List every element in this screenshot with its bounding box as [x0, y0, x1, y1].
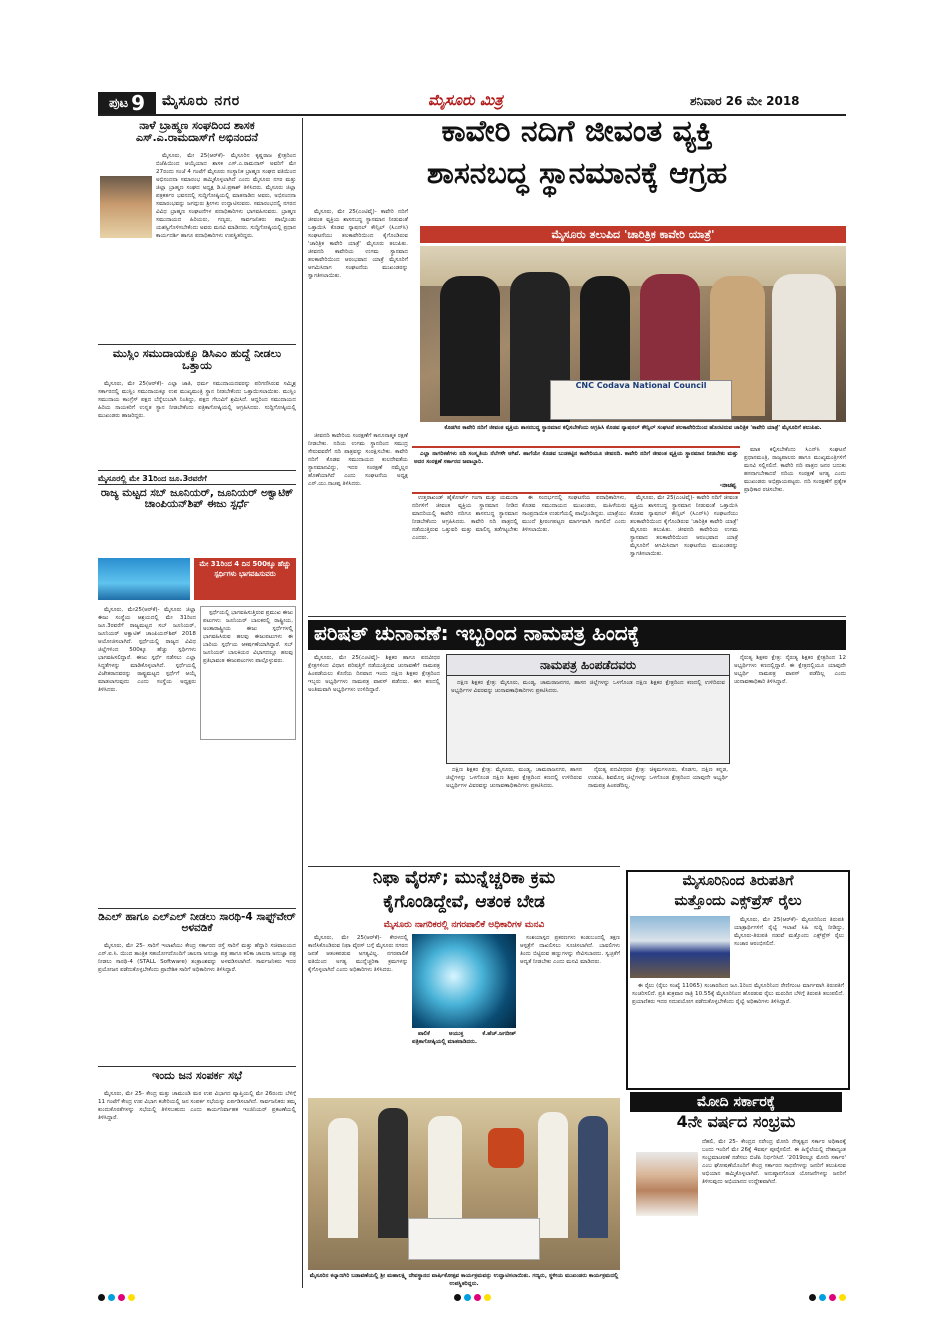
parishat-title-text: ಪರಿಷತ್ ಚುನಾವಣೆ: ಇಬ್ಬರಿಂದ ನಾಮಪತ್ರ ಹಿಂದಕ್ಕೆ — [314, 621, 640, 645]
lead-col4 — [522, 494, 626, 612]
story-sarathi-body — [98, 942, 296, 1062]
nipah-col2 — [520, 934, 620, 1092]
page-label: ಪುಟ — [109, 95, 129, 111]
virus-image — [412, 934, 516, 1028]
nipah-col1-text: ಮೈಸೂರು, ಮೇ 25(ಆರ್‌ಕೆ)- ಕೇರಳದಲ್ಲಿ ಕಾಣಿಸಿಕೊಂಡಿರುವ ನಿಫಾ ವೈರಸ್ ಬಗ್ಗೆ ಮೈಸೂರು ನಗರದ ಜನತೆ ಆತಂಕಪಡುವ ಅಗತ್ಯವಿಲ್ಲ. ನಗರಪಾಲಿಕೆ ವತಿಯಿಂದ ಅಗತ್ಯ ಮುನ್ನೆಚ್ಚರಿಕಾ ಕ್ರಮಗಳನ್ನು ಕೈಗೊಳ್ಳಲಾಗಿದೆ ಎಂದು ಅಧಿಕಾರಿಗಳು ತಿಳಿಸಿದರು. — [308, 935, 408, 973]
parishat-inset-text — [451, 679, 725, 759]
nipah-col2-text: ಸಂಶಯಾಸ್ಪದ ಪ್ರಕರಣಗಳು ಕಂಡುಬಂದಲ್ಲಿ ತಕ್ಷಣ ಆಸ್ಪತ್ರೆಗೆ ದಾಖಲಿಸಲು ಸೂಚಿಸಲಾಗಿದೆ. ಬಾವಲಿಗಳು ತಿಂದು ಬಿಟ್ಟಿರುವ ಹಣ್ಣುಗಳನ್ನು ಸೇವಿಸಬಾರದು. ಸ್ವಚ್ಛತೆಗೆ ಆದ್ಯತೆ ನೀಡಬೇಕು ಎಂದು ಮನವಿ ಮಾಡಿದರು. — [520, 935, 620, 965]
swim-kicker: ಮೈಸೂರಲ್ಲಿ ಮೇ 31ರಿಂದ ಜೂ.3ರವರೆಗೆ — [98, 474, 296, 485]
story-muslim-dcm-title: ಮುಸ್ಲಿಂ ಸಮುದಾಯಕ್ಕೂ ಡಿಸಿಎಂ ಹುದ್ದೆ ನೀಡಲು ಒತ್ತಾಯ — [112, 348, 282, 372]
cnc-banner-text: CNC Codava National Council — [575, 381, 707, 390]
column-divider — [302, 118, 303, 1288]
lead-col3-text: ಉತ್ತರಾಖಂಡ್ ಹೈಕೋರ್ಟ್ ಗಂಗಾ ಮತ್ತು ಯಮುನಾ ನದಿಗಳಿಗೆ ಜೀವಂತ ವ್ಯಕ್ತಿಯ ಸ್ಥಾನಮಾನ ನೀಡಿದ ಮಾದರಿಯಲ್ಲಿ ಕಾವೇರಿ ನದಿಗೂ ಶಾಸನಬದ್ಧ ಸ್ಥಾನಮಾನ ನೀಡಬೇಕೆಂದು ಆಗ್ರಹಿಸಿದರು. ಕಾವೇರಿ ನದಿ ಪಾತ್ರದಲ್ಲಿ ನಡೆಯುತ್ತಿರುವ ಒತ್ತುವರಿ ಮತ್ತು ಮಾಲಿನ್ಯ ತಡೆಗಟ್ಟಬೇಕು ಎಂದರು. — [412, 495, 518, 541]
parishat-col1-text: ಮೈಸೂರು, ಮೇ 25(ಎಂಟಿವೈ)- ಶಿಕ್ಷಕರ ಹಾಗೂ ಪದವೀಧರ ಕ್ಷೇತ್ರಗಳಿಂದ ವಿಧಾನ ಪರಿಷತ್ತಿಗೆ ನಡೆಯುತ್ತಿರುವ ಚುನಾವಣೆಗೆ ನಾಮಪತ್ರ ಹಿಂಪಡೆಯಲು ಕೊನೆಯ ದಿನವಾದ ಇಂದು ದಕ್ಷಿಣ ಶಿಕ್ಷಕರ ಕ್ಷೇತ್ರದಿಂದ ಇಬ್ಬರು ಅಭ್ಯರ್ಥಿಗಳು ನಾಮಪತ್ರ ವಾಪಸ್ ಪಡೆದರು. ಈಗ ಕಣದಲ್ಲಿ ಅಂತಿಮವಾಗಿ ಅಭ್ಯರ್ಥಿಗಳು ಉಳಿದಿದ್ದಾರೆ. — [308, 655, 440, 693]
lead-col2 — [308, 432, 408, 612]
divider — [98, 1066, 296, 1067]
parishat-band — [308, 620, 846, 650]
nipah-title-line1: ನಿಫಾ ವೈರಸ್; ಮುನ್ನೆಚ್ಚರಿಕಾ ಕ್ರಮ — [372, 868, 556, 888]
parishat-inset-box — [446, 654, 730, 764]
swim-sidebar-text: ಸ್ಪರ್ಧೆಯಲ್ಲಿ ಭಾಗವಹಿಸುತ್ತಿರುವ ಪ್ರಮುಖ ಈಜು ಪಟುಗಳು: ಜೂನಿಯರ್ ಬಾಲಕರಲ್ಲಿ ರಾಷ್ಟ್ರೀಯ, ಅಂತಾರಾಷ್ಟ್ರೀಯ ಈಜು ಸ್ಪರ್ಧೆಗಳಲ್ಲಿ ಭಾಗವಹಿಸಿರುವ ಹಲವು ಈಜುಪಟುಗಳು ಈ ಬಾರಿಯ ಸ್ಪರ್ಧೆಯ ಆಕರ್ಷಣೆಯಾಗಿದ್ದಾರೆ. ಸಬ್ ಜೂನಿಯರ್ ಬಾಲಕಿಯರ ವಿಭಾಗದಲ್ಲೂ ಹಲವು ಪ್ರತಿಭಾವಂತ ಈಜುಪಟುಗಳು ಪಾಲ್ಗೊಳ್ಳುವರು. — [203, 610, 293, 664]
page-number-badge — [98, 92, 156, 114]
registration-dots-right — [809, 1294, 846, 1302]
parishat-col4-text: ನೈರುತ್ಯ ಶಿಕ್ಷಕರ ಕ್ಷೇತ್ರ: ನೈರುತ್ಯ ಶಿಕ್ಷಕರ ಕ್ಷೇತ್ರದಿಂದ 12 ಅಭ್ಯರ್ಥಿಗಳು ಕಣದಲ್ಲಿದ್ದಾರೆ. ಈ ಕ್ಷೇತ್ರದಲ್ಲಿಯೂ ಯಾವುದೇ ಅಭ್ಯರ್ಥಿ ನಾಮಪತ್ರ ವಾಪಸ್ ಪಡೆದಿಲ್ಲ ಎಂದು ಚುನಾವಣಾಧಿಕಾರಿ ತಿಳಿಸಿದ್ದಾರೆ. — [734, 655, 846, 685]
cnc-banner — [550, 380, 732, 420]
nipah-photo-caption-text: ಪಾಲಿಕೆ ಆಯುಕ್ತ ಕೆ.ಹೆಚ್.ಜಗದೀಶ್ ಪತ್ರಿಕಾಗೋಷ್ಠಿಯಲ್ಲಿ ಮಾತನಾಡಿದರು. — [412, 1031, 516, 1045]
lead-quote — [414, 450, 738, 480]
lead-col4b — [630, 494, 738, 612]
temple-event-caption-text: ಮೈಸೂರಿನ ಕಲ್ಯಾಣಗಿರಿ ಬಡಾವಣೆಯಲ್ಲಿ ಶ್ರೀ ಮಹಾಲಕ್ಷ್ಮಿ ದೇವಸ್ಥಾನದ ವಾರ್ಷಿಕೋತ್ಸವ ಕಾರ್ಯಕ್ರಮವನ್ನು ಉದ್ಘಾಟಿಸಲಾಯಿತು. ಗಣ್ಯರು, ಸ್ಥಳೀಯ ಮುಖಂಡರು ಕಾರ್ಯಕ್ರಮದಲ್ಲಿ ಉಪಸ್ಥಿತರಿದ್ದರು. — [309, 1273, 619, 1287]
train-body-1 — [734, 916, 844, 978]
train-body-2 — [632, 982, 844, 1084]
modi-body-text: ದೆಹಲಿ, ಮೇ 25- ಕೇಂದ್ರದ ನರೇಂದ್ರ ಮೋದಿ ನೇತೃತ್ವದ ಸರ್ಕಾರ ಅಧಿಕಾರಕ್ಕೆ ಬಂದು ಇಂದಿಗೆ ಮೇ 26ಕ್ಕೆ 4ವರ್ಷ ಪೂರೈಸಲಿದೆ. ಈ ಹಿನ್ನೆಲೆಯಲ್ಲಿ ದೇಶಾದ್ಯಂತ ಸಂಭ್ರಮಾಚರಣೆ ನಡೆಸಲು ಬಿಜೆಪಿ ನಿರ್ಧರಿಸಿದೆ. '2019ರಲ್ಲೂ ಮೋದಿ ಸರ್ಕಾರ' ಎಂಬ ಘೋಷಣೆಯೊಂದಿಗೆ ಕೇಂದ್ರ ಸರ್ಕಾರದ ಸಾಧನೆಗಳನ್ನು ಜನರಿಗೆ ತಲುಪಿಸುವ ಅಭಿಯಾನ ಹಮ್ಮಿಕೊಳ್ಳಲಾಗಿದೆ. ಅನುಷ್ಠಾನಗೊಂಡ ಯೋಜನೆಗಳನ್ನು ಜನರಿಗೆ ತಿಳಿಸುವುದು ಅಭಿಯಾನದ ಉದ್ದೇಶವಾಗಿದೆ. — [702, 1139, 846, 1185]
parishat-subtitle: ನಾಮಪತ್ರ ಹಿಂಪಡೆದವರು — [447, 655, 729, 676]
swimmer-photo — [98, 558, 190, 600]
page-number: 9 — [131, 91, 145, 115]
ramdas-photo — [100, 176, 152, 238]
parishat-col3 — [588, 766, 728, 850]
story-muslim-dcm-text: ಮೈಸೂರು, ಮೇ 25(ಆರ್‌ಕೆ)- ಎಲ್ಲಾ ಜಾತಿ, ಧರ್ಮ ಸಮುದಾಯದವರನ್ನು ಪರಿಗಣಿಸಿರುವ ಸಮ್ಮಿಶ್ರ ಸರ್ಕಾರದಲ್ಲಿ ಮುಸ್ಲಿಂ ಸಮುದಾಯಕ್ಕೂ ಉಪ ಮುಖ್ಯಮಂತ್ರಿ ಸ್ಥಾನ ನೀಡಬೇಕೆಂದು ಒತ್ತಾಯಿಸಲಾಯಿತು. ಮುಸ್ಲಿಂ ಸಮುದಾಯ ಕಾಂಗ್ರೆಸ್ ಪಕ್ಷದ ಬೆನ್ನೆಲುಬಾಗಿ ನಿಂತಿದ್ದು, ಪಕ್ಷದ ಗೆಲುವಿಗೆ ಶ್ರಮಿಸಿದೆ. ಆದ್ದರಿಂದ ಸಮುದಾಯದ ಹಿರಿಯ ನಾಯಕರಿಗೆ ಉನ್ನತ ಸ್ಥಾನ ನೀಡಬೇಕೆಂದು ಪತ್ರಿಕಾಗೋಷ್ಠಿಯಲ್ಲಿ ಆಗ್ರಹಿಸಿದರು. ಸುದ್ದಿಗೋಷ್ಠಿಯಲ್ಲಿ ಮುಖಂಡರು ಹಾಜರಿದ್ದರು. — [98, 381, 296, 419]
lead-quote-author: -ನಾಚಪ್ಪ — [719, 482, 736, 489]
lead-col4-text: ಈ ಸಂದರ್ಭದಲ್ಲಿ ಸಂಘಟನೆಯ ಪದಾಧಿಕಾರಿಗಳು, ಕೊಡವ ಸಮುದಾಯದ ಮುಖಂಡರು, ಮಹಿಳೆಯರು ಸಾಂಪ್ರದಾಯಿಕ ಉಡುಗೆಯಲ್ಲಿ ಪಾಲ್ಗೊಂಡಿದ್ದರು. ಯಾತ್ರೆಯು ಮುಂದೆ ಶ್ರೀರಂಗಪಟ್ಟಣ ಮಾರ್ಗವಾಗಿ ಸಾಗಲಿದೆ ಎಂದು ತಿಳಿಸಲಾಯಿತು. — [522, 495, 626, 533]
nipah-col1 — [308, 934, 408, 1092]
modi-body — [630, 1138, 846, 1288]
temple-event-photo — [308, 1098, 620, 1270]
lead-col5 — [744, 446, 846, 612]
temple-event-caption — [308, 1272, 620, 1290]
lead-title-line1: ಕಾವೇರಿ ನದಿಗೆ ಜೀವಂತ ವ್ಯಕ್ತಿ — [441, 114, 713, 149]
divider — [98, 470, 296, 471]
registration-dots-center — [454, 1294, 491, 1302]
paper-logo: ಮೈಸೂರು ಮಿತ್ರ — [428, 91, 503, 109]
train-body-2-text: ಈ ರೈಲು (ರೈಲು ಸಂಖ್ಯೆ 11065) ಸಂಚಾರದಿಂದ ಜೂ.1ರಿಂದ ಮೈಸೂರಿನಿಂದ ರೇಣಿಗುಂಟ ಮಾರ್ಗವಾಗಿ ತಿರುಪತಿಗೆ ಸಂಚರಿಸಲಿದೆ. ಪ್ರತಿ ಶುಕ್ರವಾರ ರಾತ್ರಿ 10.55ಕ್ಕೆ ಮೈಸೂರಿನಿಂದ ಹೊರಡುವ ರೈಲು ಮರುದಿನ ಬೆಳಿಗ್ಗೆ ತಿರುಪತಿ ತಲುಪಲಿದೆ. ಪ್ರಯಾಣಿಕರು ಇದರ ಸದುಪಯೋಗ ಪಡೆದುಕೊಳ್ಳಬೇಕೆಂದು ರೈಲ್ವೆ ಅಧಿಕಾರಿಗಳು ತಿಳಿಸಿದ್ದಾರೆ. — [632, 983, 844, 1005]
lead-title-line2: ಶಾಸನಬದ್ಧ ಸ್ಥಾನಮಾನಕ್ಕೆ ಆಗ್ರಹ — [426, 156, 728, 191]
lead-col1 — [308, 208, 408, 426]
divider — [98, 908, 296, 909]
story-swim-title: ರಾಜ್ಯ ಮಟ್ಟದ ಸಬ್ ಜೂನಿಯರ್, ಜೂನಿಯರ್ ಅಕ್ವಾಟಿಕ್ ಚಾಂಪಿಯನ್‌ಶಿಪ್ ಈಜು ಸ್ಪರ್ಧೆ — [100, 488, 294, 511]
story-sarathi-title: ಡಿಎಲ್ ಹಾಗೂ ಎಲ್‌ಎಲ್ ನೀಡಲು ಸಾರಥಿ-4 ಸಾಫ್ಟ್‌ವೇರ್ ಅಳವಡಿಕೆ — [98, 912, 296, 935]
parishat-col3-text: ನೈರುತ್ಯ ಪದವೀಧರರ ಕ್ಷೇತ್ರ: ಚಿಕ್ಕಮಗಳೂರು, ಕೊಡಗು, ದಕ್ಷಿಣ ಕನ್ನಡ, ಉಡುಪಿ, ಶಿವಮೊಗ್ಗ ಜಿಲ್ಲೆಗಳನ್ನು ಒಳಗೊಂಡ ಕ್ಷೇತ್ರದಿಂದ ಯಾವುದೇ ಅಭ್ಯರ್ಥಿ ನಾಮಪತ್ರ ಹಿಂಪಡೆದಿಲ್ಲ. — [588, 767, 728, 789]
story-brahmin-title: ನಾಳೆ ಬ್ರಾಹ್ಮಣ ಸಂಘದಿಂದ ಶಾಸಕ ಎಸ್.ಎ.ರಾಮದಾಸ್‌ಗೆ ಅಭಿನಂದನೆ — [136, 120, 258, 144]
train-photo — [630, 916, 730, 978]
parishat-col4 — [734, 654, 846, 850]
lead-subhead-band: ಮೈಸೂರು ತಲುಪಿದ 'ಚಾರಿತ್ರಿಕ ಕಾವೇರಿ ಯಾತ್ರೆ' — [420, 226, 846, 243]
train-title-line1: ಮೈಸೂರಿನಿಂದ ತಿರುಪತಿಗೆ — [682, 873, 794, 889]
lead-quote-box — [412, 446, 740, 494]
modi-title-line2: 4ನೇ ವರ್ಷದ ಸಂಭ್ರಮ — [676, 1112, 796, 1131]
nipah-subtitle: ಮೈಸೂರು ನಾಗರಿಕರಲ್ಲಿ ನಗರಪಾಲಿಕೆ ಅಧಿಕಾರಿಗಳ ಮನವಿ — [383, 920, 545, 930]
story-brahmin-text: ಮೈಸೂರು, ಮೇ 25(ಆರ್‌ಕೆ)- ಮೈಸೂರಿನ ಕೃಷ್ಣರಾಜ ಕ್ಷೇತ್ರದಿಂದ ಬಿಜೆಪಿಯಿಂದ ಆಯ್ಕೆಯಾದ ಶಾಸಕ ಎಸ್.ಎ.ರಾಮದಾಸ್ ಅವರಿಗೆ ಮೇ 27ರಂದು ಸಂಜೆ 4 ಗಂಟೆಗೆ ಮೈಸೂರು ಸಂಸ್ಥಾನಿಕ ಬ್ರಾಹ್ಮಣ ಸಂಘದ ವತಿಯಿಂದ ಅಭಿನಂದನಾ ಸಮಾರಂಭ ಹಮ್ಮಿಕೊಳ್ಳಲಾಗಿದೆ ಎಂದು ಮೈಸೂರು ನಗರ ಮತ್ತು ಜಿಲ್ಲಾ ಬ್ರಾಹ್ಮಣ ಸಂಘದ ಅಧ್ಯಕ್ಷ ಡಿ.ಟಿ.ಪ್ರಕಾಶ್ ತಿಳಿಸಿದರು. ಮೈಸೂರು ಜಿಲ್ಲಾ ಪತ್ರಕರ್ತರ ಭವನದಲ್ಲಿ ಸುದ್ದಿಗೋಷ್ಠಿಯಲ್ಲಿ ಮಾತನಾಡಿದ ಅವರು, ಅಭಿನಂದನಾ ಸಮಾರಂಭವನ್ನು ಜಗದ್ಗುರು ಶ್ರೀಗಳು ಉದ್ಘಾಟಿಸುವರು. ಸಮಾರಂಭದಲ್ಲಿ ನಗರದ ವಿವಿಧ ಬ್ರಾಹ್ಮಣ ಸಂಘಟನೆಗಳ ಪದಾಧಿಕಾರಿಗಳು ಭಾಗವಹಿಸುವರು. ಬ್ರಾಹ್ಮಣ ಸಮುದಾಯದ ಹಿರಿಯರು, ಗಣ್ಯರು, ಸಾರ್ವಜನಿಕರು ಪಾಲ್ಗೊಂಡು ಯಶಸ್ವಿಗೊಳಿಸಬೇಕೆಂದು ಅವರು ಮನವಿ ಮಾಡಿದರು. ಸುದ್ದಿಗೋಷ್ಠಿಯಲ್ಲಿ ಪ್ರಧಾನ ಕಾರ್ಯದರ್ಶಿ ಹಾಗೂ ಪದಾಧಿಕಾರಿಗಳು ಉಪಸ್ಥಿತರಿದ್ದರು. — [156, 153, 296, 239]
parishat-col2-text: ದಕ್ಷಿಣ ಶಿಕ್ಷಕರ ಕ್ಷೇತ್ರ: ಮೈಸೂರು, ಮಂಡ್ಯ, ಚಾಮರಾಜನಗರ, ಹಾಸನ ಜಿಲ್ಲೆಗಳನ್ನು ಒಳಗೊಂಡ ದಕ್ಷಿಣ ಶಿಕ್ಷಕರ ಕ್ಷೇತ್ರದಿಂದ ಕಣದಲ್ಲಿ ಉಳಿದಿರುವ ಅಭ್ಯರ್ಥಿಗಳ ವಿವರವನ್ನು ಚುನಾವಣಾಧಿಕಾರಿಗಳು ಪ್ರಕಟಿಸಿದರು. — [446, 767, 582, 789]
parishat-title — [314, 623, 840, 644]
lead-col5-text: ಮಾತ ಕಲ್ಪಿಸಬೇಕೆಂದು ಸಿಎನ್‌ಸಿ ಸಂಘಟನೆ ಪ್ರಧಾನಮಂತ್ರಿ, ರಾಜ್ಯಪಾಲರು ಹಾಗೂ ಮುಖ್ಯಮಂತ್ರಿಗಳಿಗೆ ಮನವಿ ಸಲ್ಲಿಸಲಿದೆ. ಕಾವೇರಿ ನದಿ ಪಾತ್ರದ ಜನರ ಬದುಕು ಹಸನಾಗಬೇಕಾದರೆ ನದಿಯ ಸಂರಕ್ಷಣೆ ಅಗತ್ಯ ಎಂದು ಮುಖಂಡರು ಅಭಿಪ್ರಾಯಪಟ್ಟರು. ನದಿ ಸಂರಕ್ಷಣೆಗೆ ಪ್ರತ್ಯೇಕ ಪ್ರಾಧಿಕಾರ ರಚಿಸಬೇಕು. — [744, 447, 846, 493]
story-brahmin-body — [156, 152, 296, 368]
print-registration-marks — [98, 1294, 846, 1302]
modi-title-line1: ಮೋದಿ ಸರ್ಕಾರಕ್ಕೆ — [630, 1092, 842, 1112]
lead-photo-caption-text: ಕೊಡಗಿನ ಕಾವೇರಿ ನದಿಗೆ ಜೀವಂತ ವ್ಯಕ್ತಿಯ ಶಾಸನಬದ್ಧ ಸ್ಥಾನಮಾನ ಕಲ್ಪಿಸಬೇಕೆಂದು ಆಗ್ರಹಿಸಿ ಕೊಡವ ನ್ಯಾಷನಲ್ ಕೌನ್ಸಿಲ್ ಸಂಘಟನೆ ತಲಕಾವೇರಿಯಿಂದ ಹೊರಟಿರುವ ಚಾರಿತ್ರಿಕ 'ಕಾವೇರಿ ಯಾತ್ರೆ' ಮೈಸೂರಿಗೆ ತಲುಪಿತು. — [444, 425, 822, 431]
lead-quote-text: ಎಲ್ಲಾ ನಾಗರಿಕತೆಗಳು ನದಿ ಸಂಸ್ಕೃತಿಯ ನೆಲೆಗಳೇ ಆಗಿವೆ. ಹಾಗೆಯೇ ಕೊಡವ ಬುಡಕಟ್ಟಿನ ಕಾವೇರಿಯೂ ಜೀವನದಿ. ಕಾವೇರಿ ನದಿಗೆ ಜೀವಂತ ವ್ಯಕ್ತಿಯ ಸ್ಥಾನಮಾನ ನೀಡಬೇಕು ಮತ್ತು ಅದರ ಸಂರಕ್ಷಣೆ ಸರ್ಕಾರದ ಜವಾಬ್ದಾರಿ. — [414, 451, 738, 465]
parishat-col2 — [446, 766, 582, 850]
parishat-col1 — [308, 654, 440, 850]
cnc-group-photo — [420, 246, 846, 422]
section-title: ಮೈಸೂರು ನಗರ — [162, 93, 241, 109]
lead-photo-caption — [420, 424, 846, 442]
left-column — [98, 118, 296, 1288]
story-swim-body — [98, 606, 196, 904]
train-title-line2: ಮತ್ತೊಂದು ಎಕ್ಸ್‌ಪ್ರೆಸ್ ರೈಲು — [674, 893, 802, 909]
lead-col4b-text: ಮೈಸೂರು, ಮೇ 25(ಎಂಟಿವೈ)- ಕಾವೇರಿ ನದಿಗೆ ಜೀವಂತ ವ್ಯಕ್ತಿಯ ಶಾಸನಬದ್ಧ ಸ್ಥಾನಮಾನ ನೀಡುವಂತೆ ಒತ್ತಾಯಿಸಿ ಕೊಡವ ನ್ಯಾಷನಲ್ ಕೌನ್ಸಿಲ್ (ಸಿಎನ್‌ಸಿ) ಸಂಘಟನೆಯು ತಲಕಾವೇರಿಯಿಂದ ಕೈಗೊಂಡಿರುವ 'ಚಾರಿತ್ರಿಕ ಕಾವೇರಿ ಯಾತ್ರೆ' ಮೈಸೂರು ತಲುಪಿತು. ಜೀವನದಿ ಕಾವೇರಿಯ ಉಗಮ ಸ್ಥಾನವಾದ ತಲಕಾವೇರಿಯಿಂದ ಆರಂಭವಾದ ಯಾತ್ರೆ ಮೈಸೂರಿಗೆ ಆಗಮಿಸಿದಾಗ ಸಂಘಟನೆಯ ಮುಖಂಡರನ್ನು ಸ್ವಾಗತಿಸಲಾಯಿತು. — [630, 495, 738, 557]
divider — [98, 344, 296, 345]
lead-col1-text: ಮೈಸೂರು, ಮೇ 25(ಎಂಟಿವೈ)- ಕಾವೇರಿ ನದಿಗೆ ಜೀವಂತ ವ್ಯಕ್ತಿಯ ಶಾಸನಬದ್ಧ ಸ್ಥಾನಮಾನ ನೀಡುವಂತೆ ಒತ್ತಾಯಿಸಿ ಕೊಡವ ನ್ಯಾಷನಲ್ ಕೌನ್ಸಿಲ್ (ಸಿಎನ್‌ಸಿ) ಸಂಘಟನೆಯು ತಲಕಾವೇರಿಯಿಂದ ಕೈಗೊಂಡಿರುವ 'ಚಾರಿತ್ರಿಕ ಕಾವೇರಿ ಯಾತ್ರೆ' ಮೈಸೂರು ತಲುಪಿತು. ಜೀವನದಿ ಕಾವೇರಿಯ ಉಗಮ ಸ್ಥಾನವಾದ ತಲಕಾವೇರಿಯಿಂದ ಆರಂಭವಾದ ಯಾತ್ರೆ ಮೈಸೂರಿಗೆ ಆಗಮಿಸಿದಾಗ ಸಂಘಟನೆಯ ಮುಖಂಡರನ್ನು ಸ್ವಾಗತಿಸಲಾಯಿತು. — [308, 209, 408, 279]
story-swim-text: ಮೈಸೂರು, ಮೇ25(ಆರ್‌ಕೆ)- ಮೈಸೂರು ಜಿಲ್ಲಾ ಈಜು ಸಂಸ್ಥೆಯ ಆಶ್ರಯದಲ್ಲಿ ಮೇ 31ರಿಂದ ಜೂ.3ರವರೆಗೆ ರಾಜ್ಯಮಟ್ಟದ ಸಬ್ ಜೂನಿಯರ್, ಜೂನಿಯರ್ ಅಕ್ವಾಟಿಕ್ ಚಾಂಪಿಯನ್‌ಶಿಪ್ 2018 ಆಯೋಜಿಸಲಾಗಿದೆ. ಸ್ಪರ್ಧೆಯಲ್ಲಿ ರಾಜ್ಯದ ವಿವಿಧ ಜಿಲ್ಲೆಗಳಿಂದ 500ಕ್ಕೂ ಹೆಚ್ಚು ಸ್ಪರ್ಧಿಗಳು ಭಾಗವಹಿಸಲಿದ್ದಾರೆ. ಈಜು ಸ್ಪರ್ಧೆ ನಡೆಸಲು ಎಲ್ಲಾ ಸಿದ್ಧತೆಗಳನ್ನು ಮಾಡಿಕೊಳ್ಳಲಾಗಿದೆ. ಸ್ಪರ್ಧೆಯಲ್ಲಿ ವಿಜೇತರಾದವರನ್ನು ರಾಷ್ಟ್ರಮಟ್ಟದ ಸ್ಪರ್ಧೆಗೆ ಆಯ್ಕೆ ಮಾಡಲಾಗುವುದು ಎಂದು ಸಂಸ್ಥೆಯ ಅಧ್ಯಕ್ಷರು ತಿಳಿಸಿದರು. — [98, 607, 196, 693]
train-box — [626, 870, 850, 1090]
nipah-photo-caption — [412, 1030, 516, 1090]
issue-date: ಶನಿವಾರ 26 ಮೇ 2018 — [690, 94, 800, 108]
story-janasampark-text: ಮೈಸೂರು, ಮೇ 25- ಕೇಂದ್ರ ಮತ್ತು ಚಾಮುಂಡಿ ಮಠ ಉಪ ವಿಭಾಗದ ವ್ಯಾಪ್ತಿಯಲ್ಲಿ ಮೇ 26ರಂದು ಬೆಳಿಗ್ಗೆ 11 ಗಂಟೆಗೆ ಕೇಂದ್ರ ಉಪ ವಿಭಾಗ ಕಚೇರಿಯಲ್ಲಿ ಜನ ಸಂಪರ್ಕ ಸಭೆಯನ್ನು ಏರ್ಪಡಿಸಲಾಗಿದೆ. ಸಾರ್ವಜನಿಕರು ತಮ್ಮ ಕುಂದುಕೊರತೆಗಳನ್ನು ಸಭೆಯಲ್ಲಿ ತಿಳಿಸಬಹುದು ಎಂದು ಕಾರ್ಯನಿರ್ವಾಹಕ ಇಂಜಿನಿಯರ್ ಪ್ರಕಟಣೆಯಲ್ಲಿ ತಿಳಿಸಿದ್ದಾರೆ. — [98, 1091, 296, 1121]
story-muslim-dcm-body — [98, 380, 296, 468]
swim-sidebar-box — [200, 606, 296, 740]
swim-highlight-box: ಮೇ 31ರಿಂದ 4 ದಿನ 500ಕ್ಕೂ ಹೆಚ್ಚು ಸ್ಪರ್ಧಿಗಳು ಭಾಗವಹಿಸುವರು — [194, 558, 296, 600]
divider — [308, 616, 846, 617]
story-sarathi-text: ಮೈಸೂರು, ಮೇ 25- ಸಾರಿಗೆ ಇಲಾಖೆಯು ಕೇಂದ್ರ ಸರ್ಕಾರದ ರಸ್ತೆ ಸಾರಿಗೆ ಮತ್ತು ಹೆದ್ದಾರಿ ಸಚಿವಾಲಯದ ಎನ್.ಐ.ಸಿ. ಯಿಂದ ತಾಂತ್ರಿಕ ಸಹಯೋಗದೊಂದಿಗೆ ಚಾಲನಾ ಅನುಜ್ಞಾ ಪತ್ರ ಹಾಗೂ ಕಲಿಕಾ ಚಾಲನಾ ಅನುಜ್ಞಾ ಪತ್ರ ನೀಡಲು ಸಾರಥಿ-4 (STALL Software) ತಂತ್ರಾಂಶವನ್ನು ಅಳವಡಿಸಲಾಗಿದೆ. ಸಾರ್ವಜನಿಕರು ಇದರ ಪ್ರಯೋಜನ ಪಡೆದುಕೊಳ್ಳಬೇಕೆಂದು ಪ್ರಾದೇಶಿಕ ಸಾರಿಗೆ ಅಧಿಕಾರಿಗಳು ತಿಳಿಸಿದ್ದಾರೆ. — [98, 943, 296, 973]
parishat-inset-text-p: ದಕ್ಷಿಣ ಶಿಕ್ಷಕರ ಕ್ಷೇತ್ರ: ಮೈಸೂರು, ಮಂಡ್ಯ, ಚಾಮರಾಜನಗರ, ಹಾಸನ ಜಿಲ್ಲೆಗಳನ್ನು ಒಳಗೊಂಡ ದಕ್ಷಿಣ ಶಿಕ್ಷಕರ ಕ್ಷೇತ್ರದಿಂದ ಕಣದಲ್ಲಿ ಉಳಿದಿರುವ ಅಭ್ಯರ್ಥಿಗಳ ವಿವರವನ್ನು ಚುನಾವಣಾಧಿಕಾರಿಗಳು ಪ್ರಕಟಿಸಿದರು. — [451, 680, 725, 694]
train-body-1-text: ಮೈಸೂರು, ಮೇ 25(ಆರ್‌ಕೆ)- ಮೈಸೂರಿನಿಂದ ತಿರುಪತಿ ಯಾತ್ರಾರ್ಥಿಗಳಿಗೆ ರೈಲ್ವೆ ಇಲಾಖೆ ಸಿಹಿ ಸುದ್ದಿ ನೀಡಿದ್ದು, ಮೈಸೂರು-ತಿರುಪತಿ ನಡುವೆ ಮತ್ತೊಂದು ಎಕ್ಸ್‌ಪ್ರೆಸ್ ರೈಲು ಸಂಚಾರ ಆರಂಭಿಸಲಿದೆ. — [734, 917, 844, 947]
registration-dots-left — [98, 1294, 135, 1302]
divider — [308, 866, 620, 867]
story-janasampark-title: ಇಂದು ಜನ ಸಂಪರ್ಕ ಸಭೆ — [152, 1069, 242, 1082]
nipah-title-line2: ಕೈಗೊಂಡಿದ್ದೇವೆ, ಆತಂಕ ಬೇಡ — [383, 892, 545, 912]
lead-col2-text: ಜೀವನದಿ ಕಾವೇರಿಯ ಸಂರಕ್ಷಣೆಗೆ ಕಾನೂನಾತ್ಮಕ ರಕ್ಷಣೆ ನೀಡಬೇಕು. ನದಿಯ ಉಗಮ ಸ್ಥಾನದಿಂದ ಸಮುದ್ರ ಸೇರುವವರೆಗೆ ನದಿ ಪಾತ್ರವನ್ನು ಸಂರಕ್ಷಿಸಬೇಕು. ಕಾವೇರಿ ನದಿಗೆ ಕೊಡವ ಸಮುದಾಯದ ಕುಲದೇವತೆಯ ಸ್ಥಾನಮಾನವಿದ್ದು, ಇದರ ಸಂರಕ್ಷಣೆ ನಮ್ಮೆಲ್ಲರ ಹೊಣೆಯಾಗಿದೆ ಎಂದು ಸಂಘಟನೆಯ ಅಧ್ಯಕ್ಷ ಎನ್.ಯು.ನಾಚಪ್ಪ ತಿಳಿಸಿದರು. — [308, 433, 408, 487]
lead-col3 — [412, 494, 518, 612]
story-janasampark-body — [98, 1090, 296, 1180]
